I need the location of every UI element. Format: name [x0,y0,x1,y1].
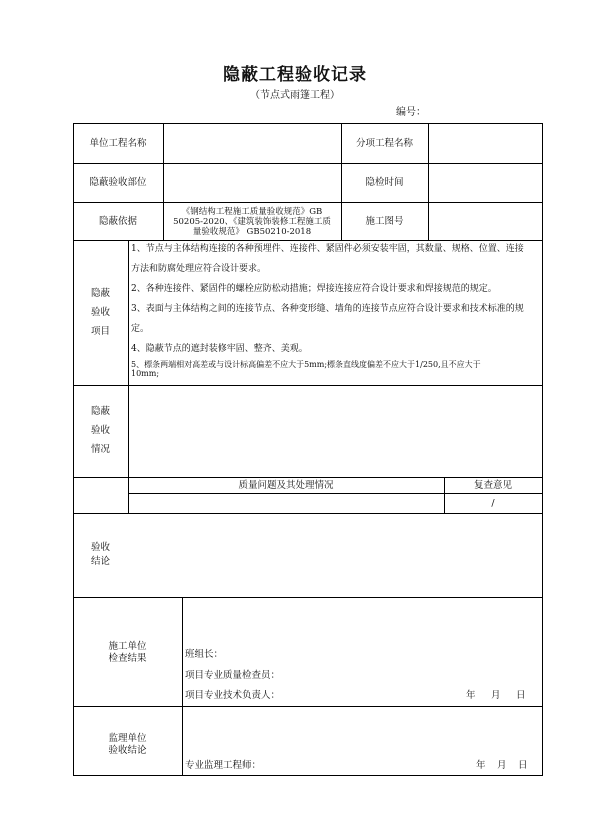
situation-label: 隐蔽 验收 情况 [90,406,110,455]
page-title: 隐蔽工程验收记录 [223,65,367,85]
page-subtitle: （节点式雨篷工程） [250,90,340,101]
basis-text-line-1: 《钢结构工程施工质量验收规范》GB [181,207,323,217]
construction-unit-label: 施工单位 检查结果 [108,641,147,664]
supervision-month: 月 [497,760,507,771]
team-leader-label: 班组长： [185,649,224,660]
construction-year: 年 [466,690,476,701]
hidden-part-label: 隐蔽验收部位 [89,177,147,188]
basis-text-line-3: 量验收规范》 GB50210-2018 [192,227,312,237]
sub-project-label: 分项工程名称 [355,138,413,149]
supervision-year: 年 [476,760,486,771]
hidden-time-label: 隐检时间 [365,177,404,188]
item-line-5: 定。 [131,324,150,334]
item-line-7b: 10mm; [131,369,160,378]
construction-day: 日 [516,690,526,701]
item-line-6: 4、隐蔽节点的遮封装修牢固、整齐、美观。 [131,344,308,354]
doc-number-label: 编号： [396,107,426,118]
review-header: 复查意见 [473,480,512,491]
quality-inspector-label: 项目专业质量检查员： [185,670,281,681]
item-line-4: 3、表面与主体结构之间的连接节点、各种变形缝、墙角的连接节点应符合设计要求和技术标准的规 [131,304,524,314]
quality-header: 质量问题及其处理情况 [238,480,334,491]
construction-month: 月 [491,690,501,701]
item-line-3: 2、各种连接件、紧固件的螺栓应防松动措施；焊接连接应符合设计要求和焊接规范的规定。 [131,284,497,294]
conclusion-label: 验收 结论 [90,542,110,567]
items-label: 隐蔽 验收 项目 [90,288,110,337]
supervision-engineer-label: 专业监理工程师： [185,760,262,771]
basis-label: 隐蔽依据 [98,216,137,227]
supervision-day: 日 [518,760,528,771]
item-line-1: 1、节点与主体结构连接的各种预埋件、连接件、紧固件必须安装牢固，其数量、规格、位置、连接 [131,244,524,254]
tech-lead-label: 项目专业技术负责人： [185,690,281,701]
basis-text-line-2: 50205-2020、《建筑装饰装修工程施工质 [173,217,331,227]
review-value: / [491,498,495,509]
item-line-7a: 5、標条两端相对高差或与设计标高偏差不应大于5mm;標条直线度偏差不应大于1/250,且不应大于 [131,360,481,369]
item-line-2: 方法和防腐处理应符合设计要求。 [131,264,267,274]
unit-project-label: 单位工程名称 [89,138,147,149]
supervision-unit-label: 监理单位 验收结论 [108,733,147,756]
drawing-no-label: 施工图号 [365,216,404,227]
